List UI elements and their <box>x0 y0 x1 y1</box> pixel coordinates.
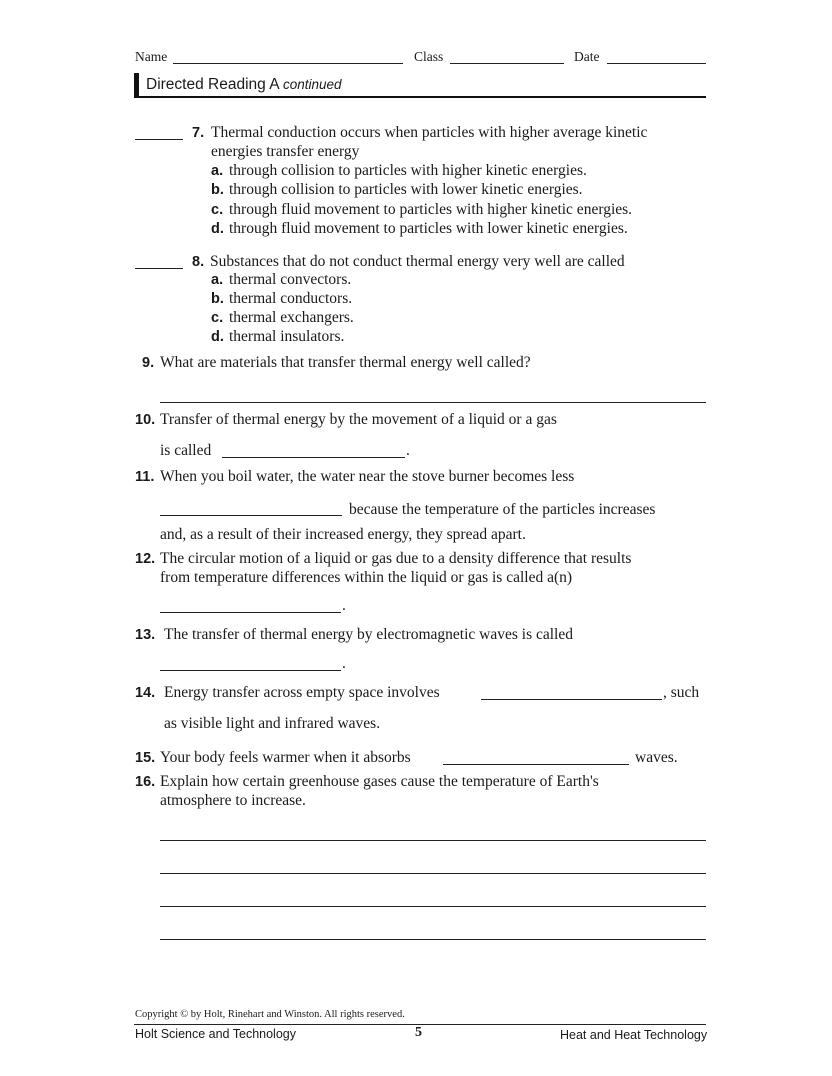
q16-answer-line-4[interactable] <box>160 939 706 940</box>
q7-number: 7. <box>192 125 205 141</box>
class-field[interactable] <box>450 63 564 64</box>
q10-number: 10. <box>135 412 156 428</box>
q8-answer-blank[interactable] <box>135 268 183 269</box>
q14-text-line1: Energy transfer across empty space involves <box>164 684 440 701</box>
class-label: Class <box>414 49 444 64</box>
date-field[interactable] <box>607 63 706 64</box>
q13-text: The transfer of thermal energy by electromagnetic waves is called <box>164 626 573 643</box>
q8-option-a-label: a. <box>211 272 224 288</box>
q14-number: 14. <box>135 685 156 701</box>
q8-option-a-text: thermal convectors. <box>229 271 352 288</box>
q7-option-b-label: b. <box>211 182 224 198</box>
q11-text-line1: When you boil water, the water near the stove burner becomes less <box>160 468 575 485</box>
q9-number: 9. <box>142 355 155 371</box>
q14-text-line2: as visible light and infrared waves. <box>164 715 381 732</box>
q10-text-line2: is called <box>160 442 212 459</box>
section-title-rule <box>134 96 706 98</box>
q7-option-b-text: through collision to particles with lower kinetic energies. <box>229 181 583 198</box>
q7-answer-blank[interactable] <box>135 139 183 140</box>
date-label: Date <box>574 49 600 64</box>
section-title-text: Directed Reading A <box>146 76 279 93</box>
q7-option-d-label: d. <box>211 221 224 237</box>
q12-text-line2: from temperature differences within the liquid or gas is called a(n) <box>160 569 573 586</box>
q11-text-line3: and, as a result of their increased energy, they spread apart. <box>160 526 526 543</box>
q10-end: . <box>406 442 410 459</box>
q16-answer-line-3[interactable] <box>160 906 706 907</box>
section-title <box>146 76 342 94</box>
name-label: Name <box>135 49 168 64</box>
q16-text-line2: atmosphere to increase. <box>160 792 306 809</box>
q12-end: . <box>342 597 346 614</box>
q7-stem-line2: energies transfer energy <box>211 143 360 160</box>
q13-end: . <box>342 655 346 672</box>
q11-number: 11. <box>135 469 155 485</box>
q7-option-a-text: through collision to particles with higher kinetic energies. <box>229 162 587 179</box>
section-title-suffix: continued <box>283 77 342 92</box>
q12-text-line1: The circular motion of a liquid or gas due to a density difference that results <box>160 550 632 567</box>
q16-answer-line-1[interactable] <box>160 840 706 841</box>
q9-text: What are materials that transfer thermal energy well called? <box>160 354 531 371</box>
name-field[interactable] <box>173 63 403 64</box>
q8-option-d-label: d. <box>211 329 224 345</box>
q11-text-line2: because the temperature of the particles increases <box>349 501 656 518</box>
q9-answer-line[interactable] <box>160 402 706 403</box>
q16-answer-line-2[interactable] <box>160 873 706 874</box>
q10-answer-blank[interactable] <box>222 457 405 458</box>
q8-option-d-text: thermal insulators. <box>229 328 345 345</box>
q10-text-line1: Transfer of thermal energy by the movement of a liquid or a gas <box>160 411 557 428</box>
q12-answer-blank[interactable] <box>160 612 341 613</box>
q16-number: 16. <box>135 774 156 790</box>
q11-answer-blank[interactable] <box>160 515 342 516</box>
q8-stem: Substances that do not conduct thermal energy very well are called <box>210 253 625 270</box>
q13-answer-blank[interactable] <box>160 670 341 671</box>
q7-option-d-text: through fluid movement to particles with lower kinetic energies. <box>229 220 628 237</box>
q8-option-c-label: c. <box>211 310 224 326</box>
q7-stem-line1: Thermal conduction occurs when particles with higher average kinetic <box>211 124 648 141</box>
q15-end: waves. <box>635 749 678 766</box>
subject-text: Heat and Heat Technology <box>560 1028 708 1042</box>
q15-text: Your body feels warmer when it absorbs <box>160 749 411 766</box>
page-number: 5 <box>415 1025 422 1040</box>
q14-answer-blank[interactable] <box>481 699 662 700</box>
q15-number: 15. <box>135 750 156 766</box>
q12-number: 12. <box>135 551 156 567</box>
q7-option-c-text: through fluid movement to particles with higher kinetic energies. <box>229 201 633 218</box>
q8-option-b-label: b. <box>211 291 224 307</box>
q8-option-c-text: thermal exchangers. <box>229 309 354 326</box>
q7-option-c-label: c. <box>211 202 224 218</box>
publisher-text: Holt Science and Technology <box>135 1027 296 1041</box>
q14-text-line1-end: , such <box>663 684 700 701</box>
q13-number: 13. <box>135 627 156 643</box>
section-title-bar <box>134 73 139 97</box>
q15-answer-blank[interactable] <box>443 764 629 765</box>
q8-option-b-text: thermal conductors. <box>229 290 353 307</box>
q16-text-line1: Explain how certain greenhouse gases cause the temperature of Earth's <box>160 773 599 790</box>
q8-number: 8. <box>192 254 205 270</box>
q7-option-a-label: a. <box>211 163 224 179</box>
copyright-text: Copyright © by Holt, Rinehart and Winston. All rights reserved. <box>135 1009 405 1020</box>
